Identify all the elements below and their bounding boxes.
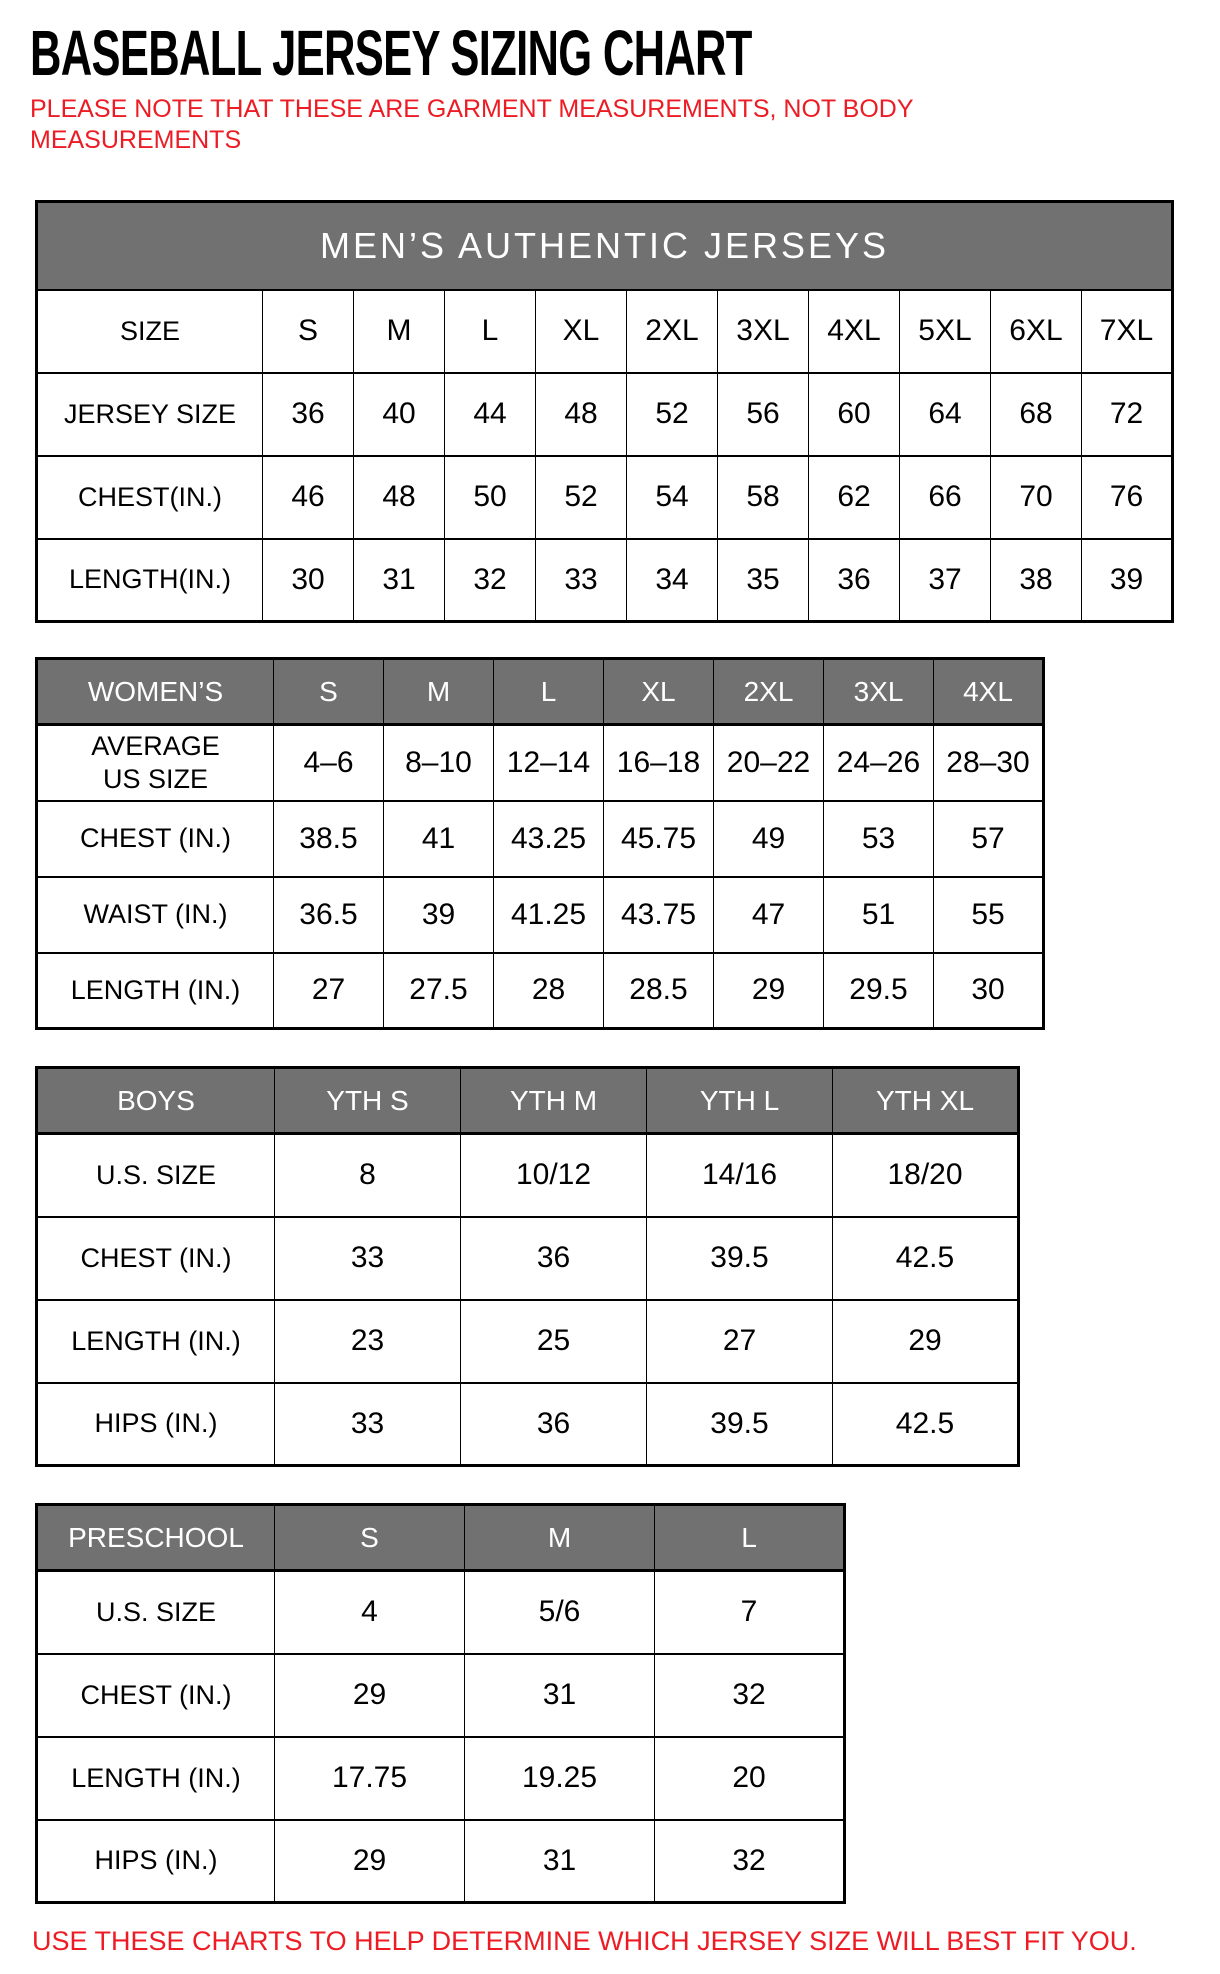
value-cell: 44 — [445, 373, 536, 456]
column-header-cell: M — [465, 1505, 655, 1571]
value-cell: 47 — [714, 877, 824, 953]
row-label-cell — [37, 1300, 275, 1383]
value-cell: 39 — [384, 877, 494, 953]
row-label-cell — [37, 1820, 275, 1903]
value-cell: 70 — [991, 456, 1082, 539]
column-header-cell: YTH L — [647, 1068, 833, 1134]
value-cell: 57 — [934, 801, 1044, 877]
value-cell: 32 — [445, 539, 536, 622]
row-label: U.S. SIZE — [95, 1159, 217, 1190]
row-label-cell — [37, 1217, 275, 1300]
value-cell: 33 — [536, 539, 627, 622]
value-cell: 28 — [494, 953, 604, 1029]
value-cell: 30 — [263, 539, 354, 622]
column-header-cell: S — [275, 1505, 465, 1571]
row-label: LENGTH(IN.) — [69, 564, 231, 595]
value-cell: 30 — [934, 953, 1044, 1029]
table-row — [37, 953, 1044, 1029]
row-label: WAIST (IN.) — [83, 899, 228, 929]
table-row — [37, 456, 1173, 539]
row-label: SIZE — [119, 315, 180, 346]
table-row — [37, 877, 1044, 953]
value-cell: 28–30 — [934, 725, 1044, 801]
row-label: JERSEY SIZE — [63, 398, 237, 429]
row-label-cell — [37, 290, 263, 373]
column-header-cell: L — [655, 1505, 845, 1571]
value-cell: 38 — [991, 539, 1082, 622]
value-cell: 28.5 — [604, 953, 714, 1029]
row-label-cell — [37, 1737, 275, 1820]
value-cell: 48 — [536, 373, 627, 456]
value-cell: 36 — [809, 539, 900, 622]
row-label: HIPS (IN.) — [94, 1408, 218, 1439]
value-cell: 49 — [714, 801, 824, 877]
table-row — [37, 1820, 845, 1903]
table-row — [37, 725, 1044, 801]
column-header-cell: YTH XL — [833, 1068, 1019, 1134]
value-cell: 36 — [461, 1383, 647, 1466]
row-label-cell — [37, 877, 274, 953]
value-cell: 16–18 — [604, 725, 714, 801]
boys-header-row — [37, 1068, 1019, 1134]
value-cell: 7XL — [1082, 290, 1173, 373]
column-header-cell: M — [384, 659, 494, 725]
table-row — [37, 1654, 845, 1737]
value-cell: 52 — [536, 456, 627, 539]
mens-banner: MEN’S AUTHENTIC JERSEYS — [37, 202, 1173, 290]
row-label-cell — [37, 1654, 275, 1737]
row-label-cell — [37, 456, 263, 539]
value-cell: 51 — [824, 877, 934, 953]
row-label: LENGTH (IN.) — [71, 1325, 241, 1356]
value-cell: 39.5 — [647, 1217, 833, 1300]
value-cell: 6XL — [991, 290, 1082, 373]
value-cell: 29 — [275, 1654, 465, 1737]
value-cell: 58 — [718, 456, 809, 539]
row-label: HIPS (IN.) — [94, 1845, 218, 1876]
value-cell: 8–10 — [384, 725, 494, 801]
mens-sizing-table — [35, 200, 1174, 623]
value-cell: S — [263, 290, 354, 373]
value-cell: L — [445, 290, 536, 373]
value-cell: 39.5 — [647, 1383, 833, 1466]
value-cell: M — [354, 290, 445, 373]
row-label-cell — [37, 1134, 275, 1217]
value-cell: 12–14 — [494, 725, 604, 801]
sizing-chart-page — [30, 17, 1220, 1957]
value-cell: 36 — [263, 373, 354, 456]
value-cell: 33 — [275, 1217, 461, 1300]
value-cell: 36 — [461, 1217, 647, 1300]
table-row — [37, 1383, 1019, 1466]
column-header-cell: 2XL — [714, 659, 824, 725]
value-cell: 4–6 — [274, 725, 384, 801]
value-cell: 42.5 — [833, 1383, 1019, 1466]
preschool-sizing-table — [35, 1503, 846, 1904]
value-cell: 35 — [718, 539, 809, 622]
footer-note: USE THESE CHARTS TO HELP DETERMINE WHICH JERSEY SIZE WILL BEST FIT YOU. — [32, 1926, 1137, 1956]
value-cell: 76 — [1082, 456, 1173, 539]
value-cell: 31 — [465, 1654, 655, 1737]
column-header-cell: S — [274, 659, 384, 725]
row-label-cell — [37, 1571, 275, 1654]
value-cell: 32 — [655, 1654, 845, 1737]
value-cell: 4XL — [809, 290, 900, 373]
womens-sizing-table — [35, 657, 1045, 1030]
table-row — [37, 1737, 845, 1820]
value-cell: 5/6 — [465, 1571, 655, 1654]
value-cell: 62 — [809, 456, 900, 539]
value-cell: 10/12 — [461, 1134, 647, 1217]
row-label-cell — [37, 1383, 275, 1466]
value-cell: 40 — [354, 373, 445, 456]
table-row — [37, 1300, 1019, 1383]
value-cell: 7 — [655, 1571, 845, 1654]
value-cell: 29.5 — [824, 953, 934, 1029]
value-cell: 37 — [900, 539, 991, 622]
row-label-cell — [37, 373, 263, 456]
table-row — [37, 290, 1173, 373]
value-cell: 3XL — [718, 290, 809, 373]
value-cell: 64 — [900, 373, 991, 456]
value-cell: 41.25 — [494, 877, 604, 953]
value-cell: 45.75 — [604, 801, 714, 877]
column-header-cell: XL — [604, 659, 714, 725]
value-cell: 36.5 — [274, 877, 384, 953]
value-cell: 20–22 — [714, 725, 824, 801]
row-label: CHEST (IN.) — [79, 823, 231, 853]
value-cell: 54 — [627, 456, 718, 539]
value-cell: 31 — [354, 539, 445, 622]
value-cell: 55 — [934, 877, 1044, 953]
table-row — [37, 801, 1044, 877]
page-title — [30, 17, 1220, 89]
value-cell: 5XL — [900, 290, 991, 373]
value-cell: 53 — [824, 801, 934, 877]
value-cell: 33 — [275, 1383, 461, 1466]
row-label-cell — [37, 725, 274, 801]
value-cell: 46 — [263, 456, 354, 539]
table-row — [37, 373, 1173, 456]
value-cell: 32 — [655, 1820, 845, 1903]
row-label: LENGTH (IN.) — [70, 974, 241, 1005]
column-header-cell: YTH M — [461, 1068, 647, 1134]
value-cell: 29 — [833, 1300, 1019, 1383]
preschool-corner-header: PRESCHOOL — [37, 1505, 275, 1571]
value-cell: 24–26 — [824, 725, 934, 801]
value-cell: 43.25 — [494, 801, 604, 877]
value-cell: 72 — [1082, 373, 1173, 456]
value-cell: 17.75 — [275, 1737, 465, 1820]
womens-corner-header: WOMEN’S — [37, 659, 274, 725]
column-header-cell: L — [494, 659, 604, 725]
value-cell: 27 — [647, 1300, 833, 1383]
value-cell: 42.5 — [833, 1217, 1019, 1300]
row-label: CHEST(IN.) — [78, 481, 222, 512]
value-cell: 52 — [627, 373, 718, 456]
value-cell: 18/20 — [833, 1134, 1019, 1217]
table-row — [37, 1134, 1019, 1217]
value-cell: 20 — [655, 1737, 845, 1820]
preschool-header-row — [37, 1505, 845, 1571]
value-cell: 68 — [991, 373, 1082, 456]
row-label: AVERAGE US SIZE — [91, 731, 220, 794]
value-cell: 14/16 — [647, 1134, 833, 1217]
womens-header-row — [37, 659, 1044, 725]
row-label-cell — [37, 801, 274, 877]
value-cell: 19.25 — [465, 1737, 655, 1820]
column-header-cell: 3XL — [824, 659, 934, 725]
mens-banner-row — [37, 202, 1173, 290]
boys-sizing-table — [35, 1066, 1020, 1467]
value-cell: 66 — [900, 456, 991, 539]
value-cell: 2XL — [627, 290, 718, 373]
value-cell: 27.5 — [384, 953, 494, 1029]
table-row — [37, 1571, 845, 1654]
column-header-cell: YTH S — [275, 1068, 461, 1134]
value-cell: 56 — [718, 373, 809, 456]
value-cell: XL — [536, 290, 627, 373]
value-cell: 25 — [461, 1300, 647, 1383]
value-cell: 50 — [445, 456, 536, 539]
value-cell: 41 — [384, 801, 494, 877]
page-title-text: BASEBALL JERSEY SIZING CHART — [30, 17, 752, 89]
row-label: CHEST (IN.) — [80, 1679, 232, 1710]
value-cell: 23 — [275, 1300, 461, 1383]
row-label-cell — [37, 953, 274, 1029]
table-row — [37, 539, 1173, 622]
row-label: CHEST (IN.) — [80, 1242, 232, 1273]
garment-measurements-note: PLEASE NOTE THAT THESE ARE GARMENT MEASUREMENTS, NOT BODY MEASUREMENTS — [30, 95, 914, 154]
value-cell: 29 — [714, 953, 824, 1029]
tables-container — [30, 200, 1220, 1904]
value-cell: 34 — [627, 539, 718, 622]
row-label: U.S. SIZE — [95, 1596, 217, 1627]
table-row — [37, 1217, 1019, 1300]
value-cell: 8 — [275, 1134, 461, 1217]
value-cell: 27 — [274, 953, 384, 1029]
value-cell: 39 — [1082, 539, 1173, 622]
value-cell: 29 — [275, 1820, 465, 1903]
row-label: LENGTH (IN.) — [71, 1762, 241, 1793]
value-cell: 31 — [465, 1820, 655, 1903]
value-cell: 4 — [275, 1571, 465, 1654]
row-label-cell — [37, 539, 263, 622]
boys-corner-header: BOYS — [37, 1068, 275, 1134]
value-cell: 60 — [809, 373, 900, 456]
value-cell: 43.75 — [604, 877, 714, 953]
value-cell: 38.5 — [274, 801, 384, 877]
value-cell: 48 — [354, 456, 445, 539]
column-header-cell: 4XL — [934, 659, 1044, 725]
